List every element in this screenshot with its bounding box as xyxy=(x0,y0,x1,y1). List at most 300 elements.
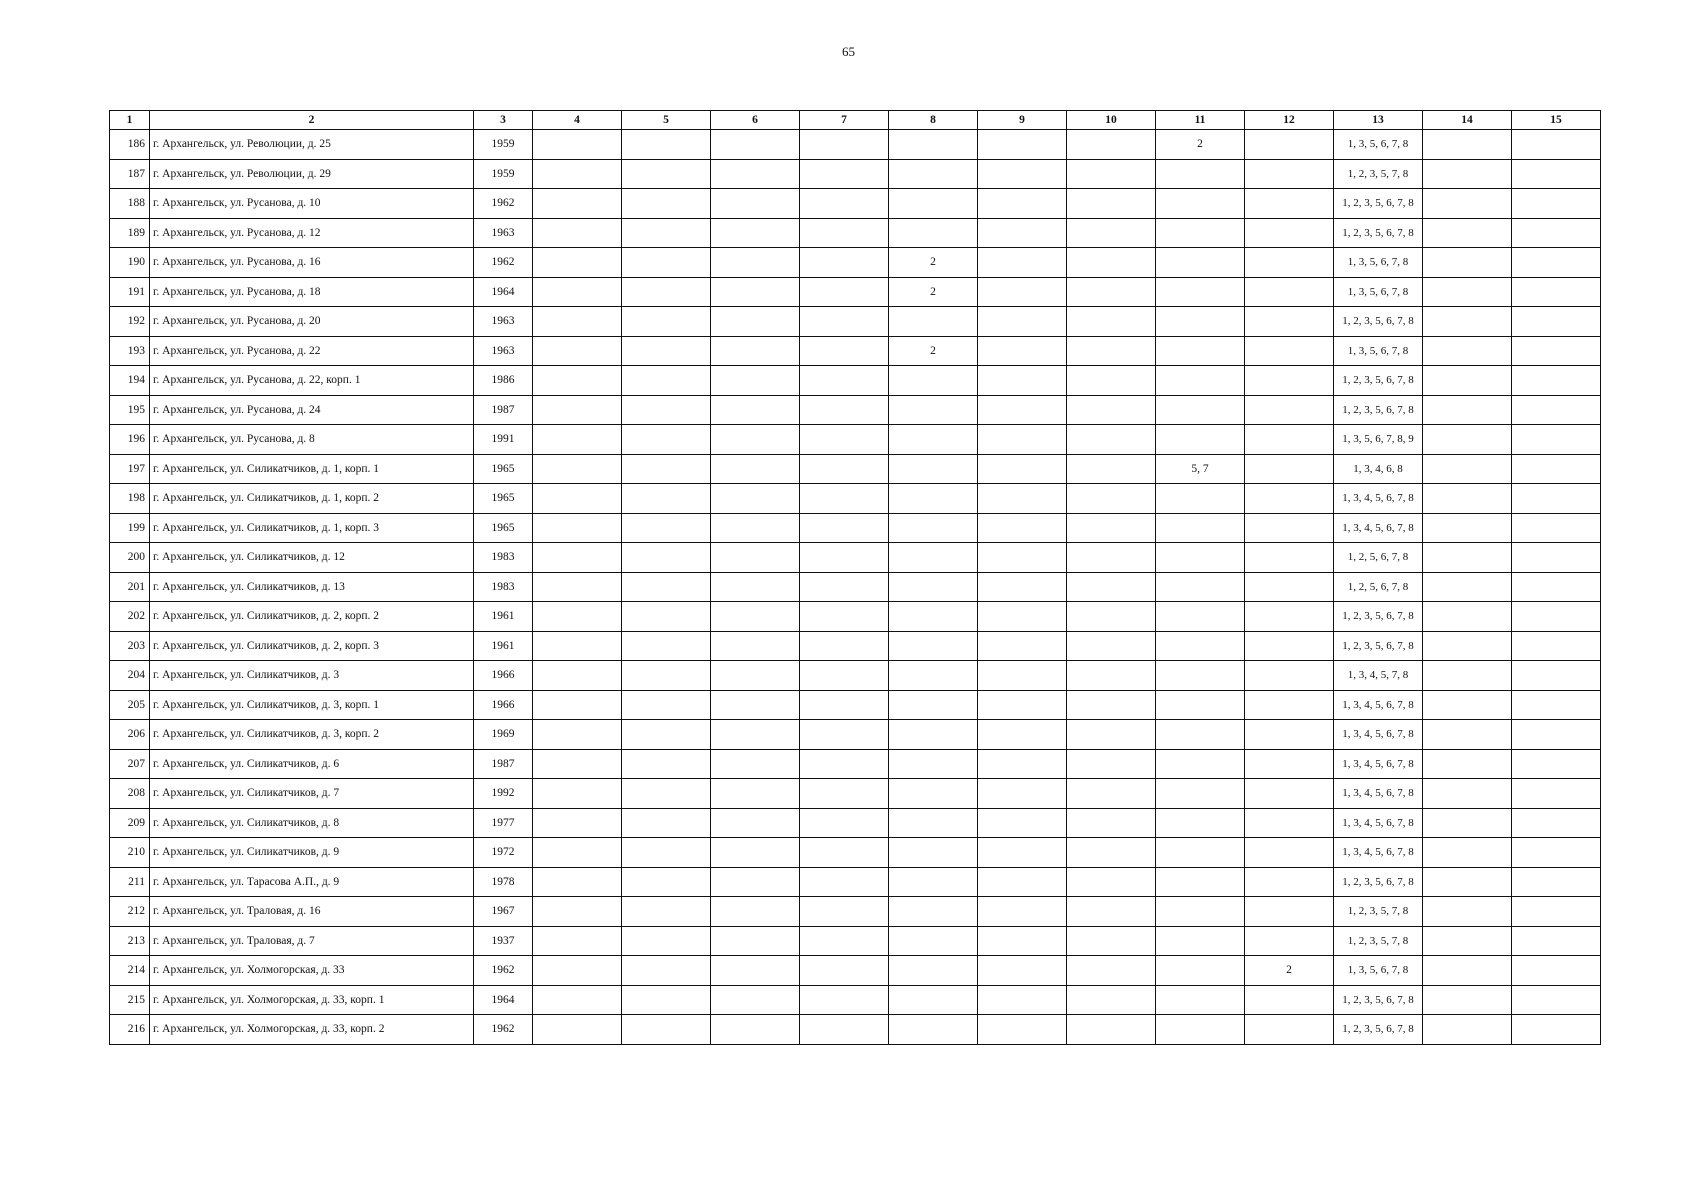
table-cell-col-15 xyxy=(1512,956,1601,986)
table-cell-col-10 xyxy=(1067,867,1156,897)
table-cell-col-9 xyxy=(978,661,1067,691)
table-cell-col-11 xyxy=(1156,366,1245,396)
table-cell-col-10 xyxy=(1067,454,1156,484)
table-cell-col-14 xyxy=(1423,602,1512,632)
table-cell-col-15 xyxy=(1512,749,1601,779)
table-cell-col-12 xyxy=(1245,897,1334,927)
table-cell-col-15 xyxy=(1512,395,1601,425)
table-cell-col-7 xyxy=(800,130,889,160)
table-cell-col-14 xyxy=(1423,985,1512,1015)
table-cell-col-9 xyxy=(978,779,1067,809)
table-cell-col-4 xyxy=(533,484,622,514)
table-cell-col-13: 1, 3, 4, 5, 6, 7, 8 xyxy=(1334,808,1423,838)
table-cell-col-7 xyxy=(800,779,889,809)
table-row xyxy=(110,513,1601,543)
table-cell-col-14 xyxy=(1423,897,1512,927)
table-cell-col-13: 1, 3, 5, 6, 7, 8 xyxy=(1334,956,1423,986)
table-cell-col-2: г. Архангельск, ул. Тарасова А.П., д. 9 xyxy=(150,867,474,897)
table-cell-col-8 xyxy=(889,720,978,750)
table-cell-col-5 xyxy=(622,897,711,927)
table-cell-col-15 xyxy=(1512,277,1601,307)
table-cell-col-12 xyxy=(1245,307,1334,337)
table-cell-col-6 xyxy=(711,484,800,514)
header-row xyxy=(110,111,1601,130)
table-cell-col-1: 213 xyxy=(110,926,150,956)
table-cell-col-11 xyxy=(1156,661,1245,691)
table-cell-col-9 xyxy=(978,484,1067,514)
table-cell-col-11: 5, 7 xyxy=(1156,454,1245,484)
table-row xyxy=(110,130,1601,160)
table-cell-col-1: 196 xyxy=(110,425,150,455)
table-cell-col-10 xyxy=(1067,985,1156,1015)
table-row xyxy=(110,749,1601,779)
table-cell-col-4 xyxy=(533,189,622,219)
table-cell-col-13: 1, 2, 3, 5, 6, 7, 8 xyxy=(1334,189,1423,219)
table-cell-col-15 xyxy=(1512,838,1601,868)
table-cell-col-7 xyxy=(800,985,889,1015)
table-cell-col-4 xyxy=(533,602,622,632)
table-cell-col-10 xyxy=(1067,366,1156,396)
table-cell-col-1: 210 xyxy=(110,838,150,868)
table-cell-col-4 xyxy=(533,985,622,1015)
table-cell-col-13: 1, 2, 3, 5, 6, 7, 8 xyxy=(1334,631,1423,661)
table-cell-col-15 xyxy=(1512,366,1601,396)
table-cell-col-9 xyxy=(978,454,1067,484)
table-cell-col-6 xyxy=(711,454,800,484)
table-cell-col-14 xyxy=(1423,130,1512,160)
table-cell-col-9 xyxy=(978,130,1067,160)
table-cell-col-14 xyxy=(1423,661,1512,691)
table-cell-col-11 xyxy=(1156,720,1245,750)
table-cell-col-14 xyxy=(1423,779,1512,809)
table-cell-col-5 xyxy=(622,572,711,602)
table-cell-col-2: г. Архангельск, ул. Силикатчиков, д. 13 xyxy=(150,572,474,602)
table-cell-col-7 xyxy=(800,189,889,219)
table-cell-col-9 xyxy=(978,572,1067,602)
table-cell-col-13: 1, 3, 4, 5, 6, 7, 8 xyxy=(1334,779,1423,809)
table-cell-col-13: 1, 2, 3, 5, 7, 8 xyxy=(1334,926,1423,956)
table-cell-col-4 xyxy=(533,808,622,838)
table-cell-col-9 xyxy=(978,956,1067,986)
table-cell-col-6 xyxy=(711,189,800,219)
table-cell-col-7 xyxy=(800,425,889,455)
table-cell-col-5 xyxy=(622,248,711,278)
table-row xyxy=(110,395,1601,425)
table-cell-col-5 xyxy=(622,779,711,809)
table-row xyxy=(110,779,1601,809)
table-row xyxy=(110,956,1601,986)
table-cell-col-2: г. Архангельск, ул. Революции, д. 25 xyxy=(150,130,474,160)
table-cell-col-3: 1965 xyxy=(474,454,533,484)
table-cell-col-13: 1, 2, 3, 5, 6, 7, 8 xyxy=(1334,1015,1423,1045)
table-cell-col-7 xyxy=(800,838,889,868)
table-cell-col-13: 1, 3, 4, 5, 6, 7, 8 xyxy=(1334,513,1423,543)
table-row xyxy=(110,720,1601,750)
table-cell-col-9 xyxy=(978,867,1067,897)
table-cell-col-10 xyxy=(1067,926,1156,956)
table-cell-col-5 xyxy=(622,189,711,219)
table-cell-col-6 xyxy=(711,513,800,543)
table-cell-col-14 xyxy=(1423,572,1512,602)
table-cell-col-1: 191 xyxy=(110,277,150,307)
table-cell-col-9 xyxy=(978,720,1067,750)
table-cell-col-5 xyxy=(622,395,711,425)
table-cell-col-9 xyxy=(978,543,1067,573)
table-cell-col-4 xyxy=(533,897,622,927)
table-cell-col-6 xyxy=(711,602,800,632)
table-row xyxy=(110,926,1601,956)
table-cell-col-12 xyxy=(1245,395,1334,425)
housing-register-table xyxy=(109,110,1601,1045)
table-cell-col-5 xyxy=(622,277,711,307)
table-cell-col-3: 1972 xyxy=(474,838,533,868)
table-cell-col-2: г. Архангельск, ул. Силикатчиков, д. 9 xyxy=(150,838,474,868)
table-cell-col-7 xyxy=(800,572,889,602)
table-cell-col-6 xyxy=(711,159,800,189)
table-cell-col-3: 1961 xyxy=(474,602,533,632)
table-cell-col-12 xyxy=(1245,720,1334,750)
table-cell-col-13: 1, 3, 4, 5, 6, 7, 8 xyxy=(1334,749,1423,779)
table-cell-col-11 xyxy=(1156,602,1245,632)
table-cell-col-1: 188 xyxy=(110,189,150,219)
table-cell-col-3: 1987 xyxy=(474,749,533,779)
table-cell-col-12 xyxy=(1245,749,1334,779)
table-cell-col-3: 1987 xyxy=(474,395,533,425)
table-cell-col-10 xyxy=(1067,336,1156,366)
table-cell-col-12 xyxy=(1245,454,1334,484)
table-cell-col-12 xyxy=(1245,513,1334,543)
table-cell-col-11 xyxy=(1156,572,1245,602)
table-cell-col-7 xyxy=(800,159,889,189)
table-cell-col-6 xyxy=(711,867,800,897)
table-cell-col-13: 1, 2, 3, 5, 6, 7, 8 xyxy=(1334,395,1423,425)
table-cell-col-13: 1, 2, 3, 5, 6, 7, 8 xyxy=(1334,867,1423,897)
table-cell-col-12 xyxy=(1245,661,1334,691)
table-cell-col-7 xyxy=(800,897,889,927)
table-cell-col-2: г. Архангельск, ул. Русанова, д. 22 xyxy=(150,336,474,366)
table-cell-col-5 xyxy=(622,425,711,455)
table-cell-col-4 xyxy=(533,1015,622,1045)
table-cell-col-10 xyxy=(1067,572,1156,602)
table-cell-col-12 xyxy=(1245,926,1334,956)
table-cell-col-3: 1983 xyxy=(474,543,533,573)
column-header-10: 10 xyxy=(1067,111,1156,130)
table-cell-col-11 xyxy=(1156,1015,1245,1045)
table-cell-col-15 xyxy=(1512,572,1601,602)
table-cell-col-15 xyxy=(1512,218,1601,248)
table-cell-col-1: 190 xyxy=(110,248,150,278)
table-cell-col-1: 195 xyxy=(110,395,150,425)
table-cell-col-4 xyxy=(533,543,622,573)
table-cell-col-4 xyxy=(533,130,622,160)
table-cell-col-4 xyxy=(533,867,622,897)
table-cell-col-14 xyxy=(1423,926,1512,956)
table-row xyxy=(110,248,1601,278)
table-cell-col-12 xyxy=(1245,572,1334,602)
table-cell-col-4 xyxy=(533,661,622,691)
table-cell-col-9 xyxy=(978,248,1067,278)
table-cell-col-5 xyxy=(622,838,711,868)
table-cell-col-9 xyxy=(978,897,1067,927)
table-cell-col-1: 192 xyxy=(110,307,150,337)
table-cell-col-15 xyxy=(1512,720,1601,750)
table-cell-col-6 xyxy=(711,1015,800,1045)
table-cell-col-8 xyxy=(889,897,978,927)
table-cell-col-1: 208 xyxy=(110,779,150,809)
table-cell-col-6 xyxy=(711,631,800,661)
table-cell-col-2: г. Архангельск, ул. Силикатчиков, д. 2, корп. 3 xyxy=(150,631,474,661)
page-number: 65 xyxy=(842,44,855,59)
table-cell-col-5 xyxy=(622,1015,711,1045)
table-cell-col-5 xyxy=(622,926,711,956)
table-cell-col-12 xyxy=(1245,130,1334,160)
table-cell-col-6 xyxy=(711,749,800,779)
table-cell-col-6 xyxy=(711,572,800,602)
table-cell-col-13: 1, 2, 5, 6, 7, 8 xyxy=(1334,572,1423,602)
table-cell-col-15 xyxy=(1512,661,1601,691)
table-cell-col-7 xyxy=(800,513,889,543)
table-cell-col-4 xyxy=(533,513,622,543)
table-cell-col-14 xyxy=(1423,1015,1512,1045)
table-row xyxy=(110,808,1601,838)
table-cell-col-8 xyxy=(889,572,978,602)
table-cell-col-15 xyxy=(1512,159,1601,189)
table-cell-col-11 xyxy=(1156,690,1245,720)
table-cell-col-10 xyxy=(1067,159,1156,189)
table-cell-col-2: г. Архангельск, ул. Холмогорская, д. 33, корп. 1 xyxy=(150,985,474,1015)
table-row xyxy=(110,690,1601,720)
table-cell-col-6 xyxy=(711,218,800,248)
table-cell-col-12 xyxy=(1245,425,1334,455)
table-cell-col-1: 214 xyxy=(110,956,150,986)
table-cell-col-11 xyxy=(1156,484,1245,514)
table-cell-col-14 xyxy=(1423,838,1512,868)
table-cell-col-14 xyxy=(1423,336,1512,366)
table-cell-col-6 xyxy=(711,248,800,278)
table-cell-col-5 xyxy=(622,159,711,189)
table-cell-col-2: г. Архангельск, ул. Силикатчиков, д. 3 xyxy=(150,661,474,691)
table-cell-col-11: 2 xyxy=(1156,130,1245,160)
table-row xyxy=(110,484,1601,514)
table-cell-col-12 xyxy=(1245,808,1334,838)
table-cell-col-14 xyxy=(1423,159,1512,189)
table-cell-col-10 xyxy=(1067,749,1156,779)
table-cell-col-1: 189 xyxy=(110,218,150,248)
table-cell-col-2: г. Архангельск, ул. Русанова, д. 12 xyxy=(150,218,474,248)
table-cell-col-9 xyxy=(978,277,1067,307)
table-cell-col-14 xyxy=(1423,218,1512,248)
table-cell-col-5 xyxy=(622,602,711,632)
table-row xyxy=(110,189,1601,219)
table-cell-col-8 xyxy=(889,631,978,661)
table-cell-col-7 xyxy=(800,366,889,396)
table-cell-col-6 xyxy=(711,926,800,956)
table-cell-col-9 xyxy=(978,159,1067,189)
table-cell-col-5 xyxy=(622,307,711,337)
table-cell-col-2: г. Архангельск, ул. Траловая, д. 16 xyxy=(150,897,474,927)
table-cell-col-15 xyxy=(1512,779,1601,809)
table-cell-col-10 xyxy=(1067,277,1156,307)
table-cell-col-8: 2 xyxy=(889,248,978,278)
table-cell-col-12 xyxy=(1245,985,1334,1015)
table-cell-col-1: 197 xyxy=(110,454,150,484)
table-cell-col-5 xyxy=(622,867,711,897)
table-cell-col-2: г. Архангельск, ул. Силикатчиков, д. 12 xyxy=(150,543,474,573)
table-cell-col-7 xyxy=(800,307,889,337)
table-cell-col-13: 1, 3, 4, 5, 6, 7, 8 xyxy=(1334,838,1423,868)
table-cell-col-12 xyxy=(1245,484,1334,514)
table-cell-col-15 xyxy=(1512,189,1601,219)
table-cell-col-4 xyxy=(533,779,622,809)
table-cell-col-6 xyxy=(711,720,800,750)
table-cell-col-10 xyxy=(1067,956,1156,986)
table-cell-col-10 xyxy=(1067,631,1156,661)
table-cell-col-12 xyxy=(1245,336,1334,366)
table-cell-col-3: 1962 xyxy=(474,248,533,278)
table-cell-col-8: 2 xyxy=(889,336,978,366)
table-cell-col-15 xyxy=(1512,897,1601,927)
table-row xyxy=(110,838,1601,868)
table-cell-col-7 xyxy=(800,454,889,484)
table-cell-col-6 xyxy=(711,897,800,927)
table-cell-col-9 xyxy=(978,1015,1067,1045)
table-cell-col-11 xyxy=(1156,631,1245,661)
table-cell-col-7 xyxy=(800,484,889,514)
table-cell-col-7 xyxy=(800,631,889,661)
table-cell-col-1: 215 xyxy=(110,985,150,1015)
table-cell-col-4 xyxy=(533,395,622,425)
table-cell-col-10 xyxy=(1067,484,1156,514)
table-cell-col-13: 1, 2, 5, 6, 7, 8 xyxy=(1334,543,1423,573)
column-header-3: 3 xyxy=(474,111,533,130)
table-cell-col-15 xyxy=(1512,307,1601,337)
table-cell-col-2: г. Архангельск, ул. Силикатчиков, д. 6 xyxy=(150,749,474,779)
table-cell-col-10 xyxy=(1067,395,1156,425)
table-cell-col-3: 1969 xyxy=(474,720,533,750)
table-cell-col-14 xyxy=(1423,484,1512,514)
table-row xyxy=(110,661,1601,691)
table-cell-col-2: г. Архангельск, ул. Силикатчиков, д. 8 xyxy=(150,808,474,838)
table-cell-col-1: 206 xyxy=(110,720,150,750)
table-row xyxy=(110,159,1601,189)
table-cell-col-11 xyxy=(1156,897,1245,927)
table-cell-col-7 xyxy=(800,248,889,278)
table-cell-col-13: 1, 3, 4, 5, 6, 7, 8 xyxy=(1334,690,1423,720)
table-cell-col-10 xyxy=(1067,189,1156,219)
table-cell-col-1: 187 xyxy=(110,159,150,189)
table-cell-col-5 xyxy=(622,484,711,514)
table-cell-col-8 xyxy=(889,307,978,337)
table-cell-col-2: г. Архангельск, ул. Русанова, д. 22, корп. 1 xyxy=(150,366,474,396)
table-cell-col-3: 1964 xyxy=(474,985,533,1015)
table-cell-col-8 xyxy=(889,543,978,573)
table-cell-col-2: г. Архангельск, ул. Холмогорская, д. 33, корп. 2 xyxy=(150,1015,474,1045)
table-cell-col-3: 1964 xyxy=(474,277,533,307)
table-row xyxy=(110,454,1601,484)
table-cell-col-13: 1, 2, 3, 5, 6, 7, 8 xyxy=(1334,218,1423,248)
table-cell-col-4 xyxy=(533,366,622,396)
table-cell-col-8 xyxy=(889,602,978,632)
table-cell-col-8 xyxy=(889,484,978,514)
table-row xyxy=(110,631,1601,661)
table-cell-col-9 xyxy=(978,513,1067,543)
table-row xyxy=(110,602,1601,632)
table-cell-col-1: 205 xyxy=(110,690,150,720)
table-row xyxy=(110,897,1601,927)
table-cell-col-13: 1, 3, 4, 5, 6, 7, 8 xyxy=(1334,484,1423,514)
table-cell-col-3: 1977 xyxy=(474,808,533,838)
table-cell-col-15 xyxy=(1512,484,1601,514)
table-cell-col-1: 209 xyxy=(110,808,150,838)
table-cell-col-6 xyxy=(711,130,800,160)
table-cell-col-3: 1963 xyxy=(474,307,533,337)
table-cell-col-12 xyxy=(1245,631,1334,661)
column-header-12: 12 xyxy=(1245,111,1334,130)
table-cell-col-9 xyxy=(978,602,1067,632)
table-row xyxy=(110,336,1601,366)
table-cell-col-5 xyxy=(622,513,711,543)
table-cell-col-7 xyxy=(800,1015,889,1045)
table-row xyxy=(110,366,1601,396)
table-cell-col-8 xyxy=(889,867,978,897)
table-cell-col-14 xyxy=(1423,867,1512,897)
table-cell-col-6 xyxy=(711,336,800,366)
table-cell-col-10 xyxy=(1067,543,1156,573)
table-cell-col-5 xyxy=(622,720,711,750)
table-cell-col-8 xyxy=(889,1015,978,1045)
table-row xyxy=(110,277,1601,307)
table-cell-col-14 xyxy=(1423,543,1512,573)
column-header-14: 14 xyxy=(1423,111,1512,130)
table-cell-col-1: 216 xyxy=(110,1015,150,1045)
table-cell-col-1: 212 xyxy=(110,897,150,927)
table-cell-col-12 xyxy=(1245,779,1334,809)
table-cell-col-1: 202 xyxy=(110,602,150,632)
table-cell-col-5 xyxy=(622,690,711,720)
table-cell-col-13: 1, 2, 3, 5, 7, 8 xyxy=(1334,897,1423,927)
table-cell-col-8 xyxy=(889,189,978,219)
table-cell-col-11 xyxy=(1156,926,1245,956)
table-cell-col-9 xyxy=(978,336,1067,366)
table-cell-col-11 xyxy=(1156,425,1245,455)
table-cell-col-13: 1, 2, 3, 5, 7, 8 xyxy=(1334,159,1423,189)
table-cell-col-9 xyxy=(978,838,1067,868)
table-cell-col-1: 193 xyxy=(110,336,150,366)
table-cell-col-1: 200 xyxy=(110,543,150,573)
table-cell-col-6 xyxy=(711,395,800,425)
column-header-2: 2 xyxy=(150,111,474,130)
table-cell-col-5 xyxy=(622,366,711,396)
table-cell-col-3: 1962 xyxy=(474,1015,533,1045)
table-cell-col-4 xyxy=(533,159,622,189)
table-cell-col-14 xyxy=(1423,425,1512,455)
table-cell-col-8: 2 xyxy=(889,277,978,307)
table-cell-col-11 xyxy=(1156,985,1245,1015)
table-cell-col-14 xyxy=(1423,366,1512,396)
table-cell-col-12 xyxy=(1245,867,1334,897)
table-row xyxy=(110,218,1601,248)
table-cell-col-1: 204 xyxy=(110,661,150,691)
table-row xyxy=(110,985,1601,1015)
table-cell-col-1: 194 xyxy=(110,366,150,396)
table-cell-col-2: г. Архангельск, ул. Русанова, д. 20 xyxy=(150,307,474,337)
table-cell-col-7 xyxy=(800,602,889,632)
table-cell-col-10 xyxy=(1067,808,1156,838)
table-cell-col-2: г. Архангельск, ул. Силикатчиков, д. 1, корп. 3 xyxy=(150,513,474,543)
table-cell-col-3: 1965 xyxy=(474,484,533,514)
table-cell-col-7 xyxy=(800,808,889,838)
table-cell-col-4 xyxy=(533,425,622,455)
